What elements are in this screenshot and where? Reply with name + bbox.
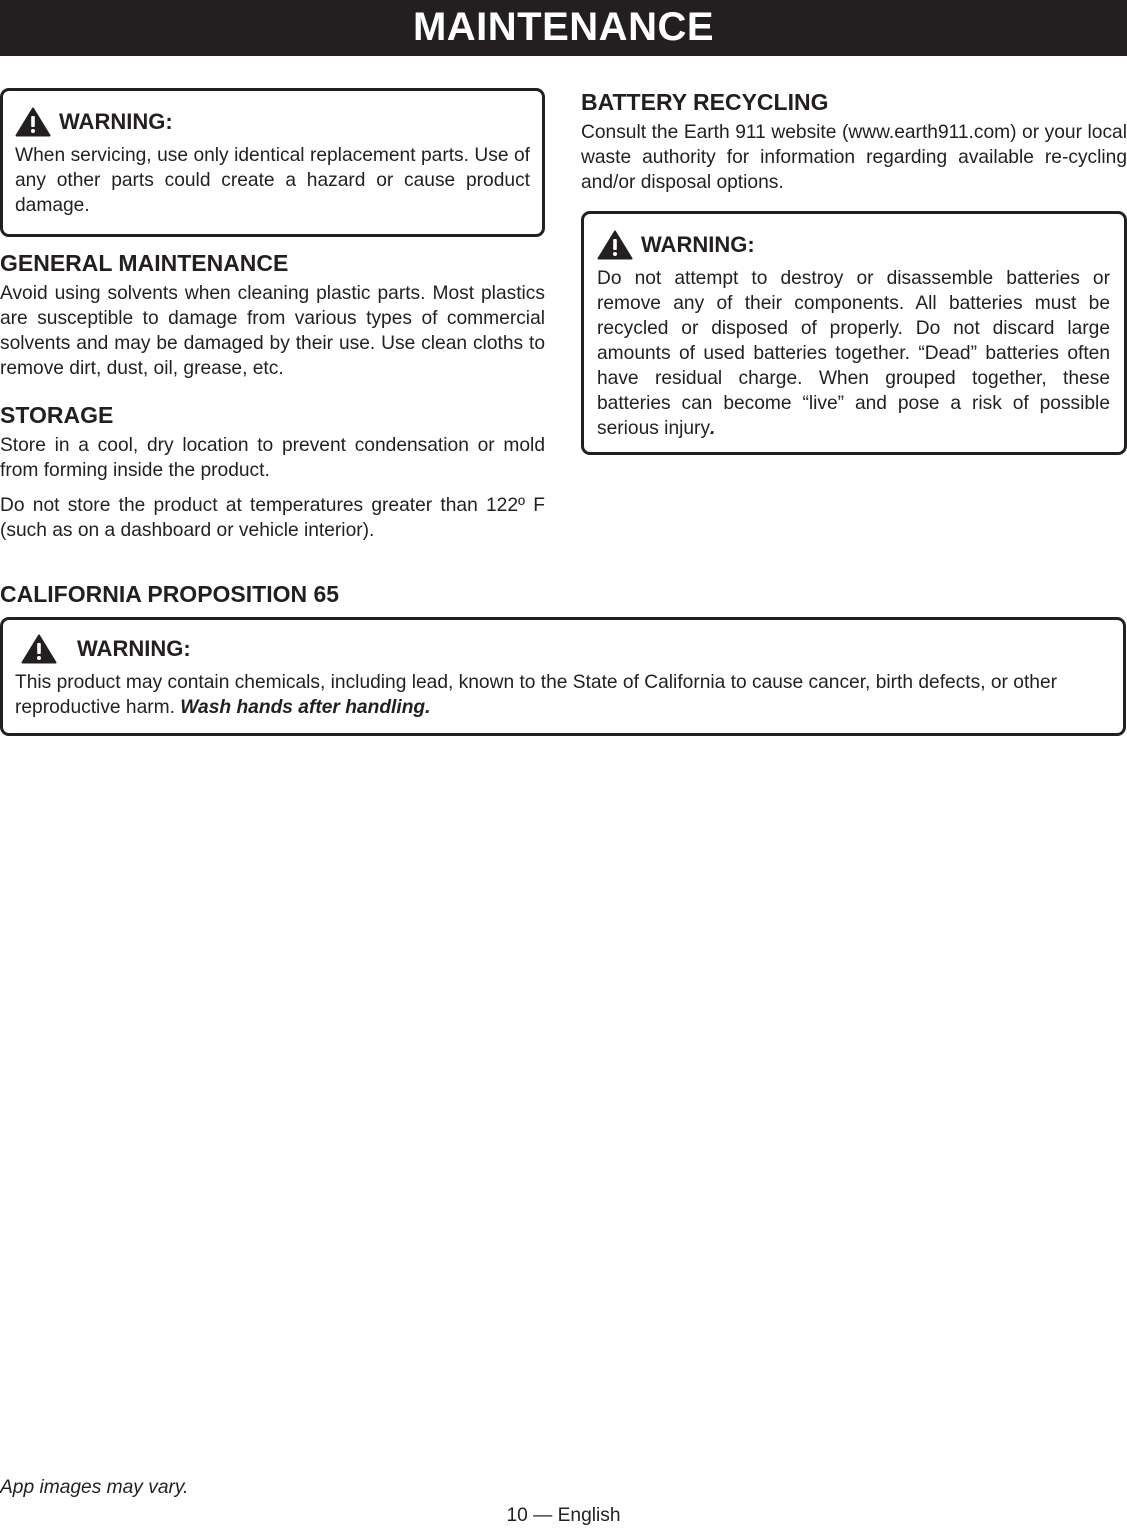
- battery-warning-text: [597, 266, 1110, 441]
- battery-warning-end: .: [710, 418, 716, 439]
- warning-triangle-icon: [15, 107, 51, 137]
- warning-triangle-icon: [597, 230, 633, 260]
- battery-warning-body: Do not attempt to destroy or disassemble batteries or remove any of their components. All batteries must be recycled or disposed of properly. Do not discard large amounts of used batteries together. “Dead” batteries often have residual charge. When grouped together, these batteries can become “live” and pose a risk of possible serious injury: [597, 268, 1110, 439]
- battery-recycling-text: Consult the Earth 911 website (www.earth911.com) or your local waste authority for information regarding available re-cycling and/or disposal options.: [581, 122, 1127, 193]
- california-heading: CALIFORNIA PROPOSITION 65: [0, 581, 340, 607]
- california-warning-emphasis: Wash hands after handling.: [180, 697, 431, 718]
- page-title: MAINTENANCE: [412, 5, 715, 49]
- warning-triangle-icon: [21, 634, 57, 664]
- warning-label: WARNING:: [59, 109, 173, 134]
- warning-text: When servicing, use only identical replacement parts. Use of any other parts could create a hazard or cause product damage.: [15, 145, 530, 216]
- california-warning-box: [0, 617, 1126, 736]
- left-column: [0, 88, 545, 543]
- warning-header: [15, 634, 1111, 664]
- general-maintenance-text: Avoid using solvents when cleaning plastic parts. Most plastics are susceptible to damage from various types of commercial solvents and may be damaged by their use. Use clean cloths to remove dirt, dust, oil, grease, etc.: [0, 283, 545, 379]
- storage-heading: STORAGE: [0, 402, 114, 428]
- warning-label: WARNING:: [641, 232, 755, 257]
- general-maintenance-heading: GENERAL MAINTENANCE: [0, 250, 289, 276]
- battery-recycling-heading: BATTERY RECYCLING: [581, 89, 829, 115]
- page-title-banner: [0, 0, 1127, 56]
- page-number: 10 — English: [506, 1505, 621, 1526]
- storage-text-2: Do not store the product at temperatures greater than 122º F (such as on a dashboard or vehicle interior).: [0, 495, 545, 541]
- warning-header: [597, 230, 1110, 260]
- california-section: [0, 580, 1127, 736]
- california-warning-text: [15, 670, 1111, 720]
- warning-header: [15, 107, 530, 137]
- california-warning-body: This product may contain chemicals, including lead, known to the State of California to cause cancer, birth defects, or other reproductive harm.: [15, 672, 1058, 718]
- storage-text-1: Store in a cool, dry location to prevent condensation or mold from forming inside the product.: [0, 435, 545, 481]
- right-column: [581, 88, 1127, 455]
- servicing-warning-box: [0, 88, 545, 237]
- footer-note: App images may vary.: [0, 1477, 189, 1498]
- warning-label: WARNING:: [77, 636, 191, 661]
- battery-warning-box: [581, 211, 1127, 455]
